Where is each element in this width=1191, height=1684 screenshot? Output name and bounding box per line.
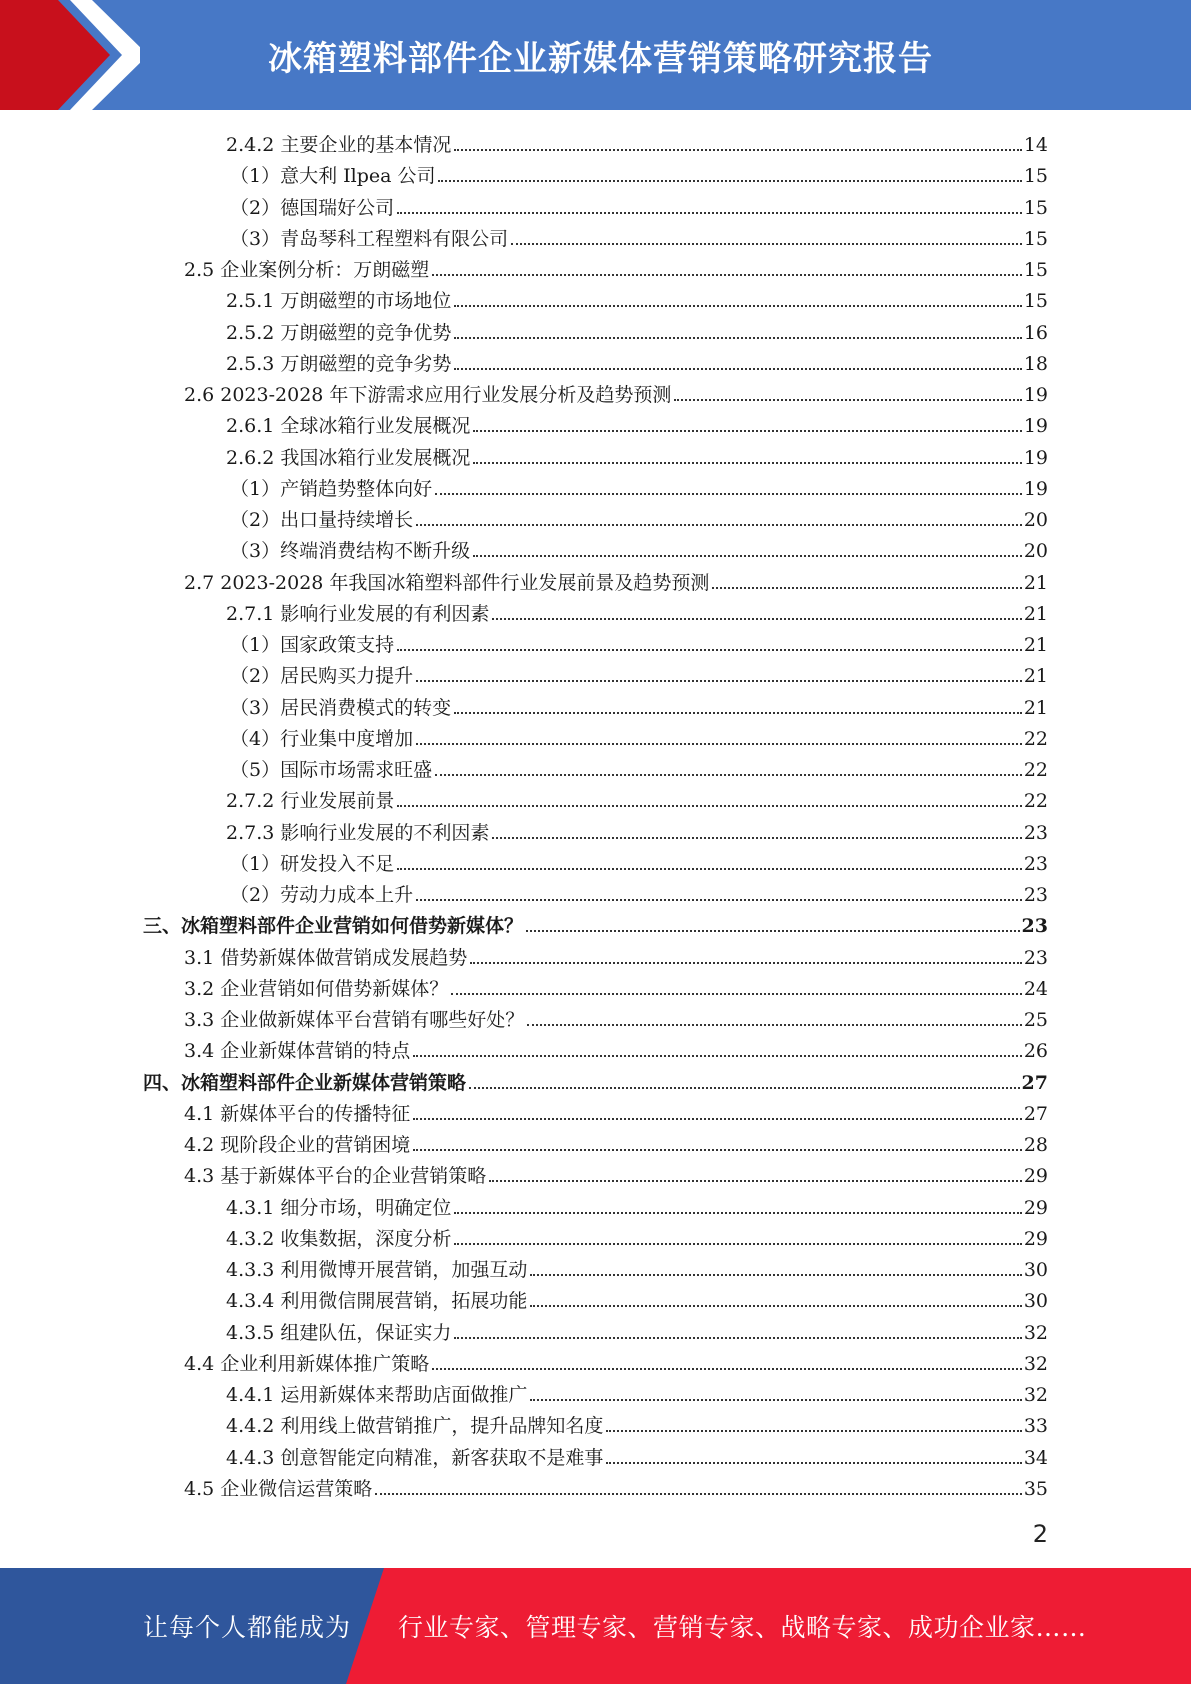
toc-entry-label: 2.6.1 全球冰箱行业发展概况 [226, 415, 471, 438]
toc-leader-dots [438, 180, 1021, 182]
toc-entry-page: 27 [1021, 1071, 1048, 1094]
toc-entry-label: 2.5.2 万朗磁塑的竞争优势 [226, 321, 452, 344]
toc-entry-label: 4.4 企业利用新媒体推广策略 [184, 1352, 430, 1375]
toc-entry[interactable] [230, 157, 1048, 188]
toc-entry-label: 2.5.3 万朗磁塑的竞争劣势 [226, 352, 452, 375]
footer-banner [0, 1568, 1191, 1684]
toc-entry-label: 3.4 企业新媒体营销的特点 [184, 1040, 411, 1063]
toc-entry-page: 19 [1023, 477, 1048, 500]
toc-leader-dots [454, 1243, 1021, 1245]
toc-entry-page: 29 [1023, 1227, 1048, 1250]
toc-entry[interactable] [226, 814, 1048, 845]
toc-entry[interactable] [230, 532, 1048, 563]
toc-entry-label: （1）意大利 Ilpea 公司 [230, 165, 436, 188]
toc-entry-page: 22 [1023, 790, 1048, 813]
toc-entry-page: 29 [1023, 1196, 1048, 1219]
toc-entry-label: 2.5 企业案例分析：万朗磁塑 [184, 259, 430, 281]
toc-entry[interactable] [226, 345, 1048, 376]
page-number: 2 [1032, 1520, 1048, 1548]
toc-leader-dots [413, 1055, 1022, 1057]
toc-leader-dots [454, 1212, 1021, 1214]
toc-leader-dots [530, 1305, 1021, 1307]
toc-entry-label: （1）国家政策支持 [230, 634, 395, 656]
toc-entry[interactable] [226, 407, 1048, 438]
toc-leader-dots [473, 462, 1021, 464]
toc-entry-label: 2.7.1 影响行业发展的有利因素 [226, 602, 490, 625]
toc-entry[interactable] [230, 189, 1048, 220]
toc-entry[interactable] [143, 907, 1048, 938]
toc-entry-page: 26 [1023, 1040, 1048, 1063]
toc-entry-page: 34 [1023, 1446, 1048, 1469]
toc-leader-dots [413, 1149, 1022, 1151]
toc-entry[interactable] [230, 220, 1048, 251]
red-arrow-decoration [0, 0, 140, 110]
toc-leader-dots [397, 649, 1022, 651]
toc-leader-dots [375, 1493, 1022, 1495]
toc-entry-page: 21 [1023, 634, 1048, 656]
toc-leader-dots [451, 993, 1022, 995]
toc-entry-page: 19 [1023, 415, 1048, 438]
toc-entry-page: 28 [1023, 1134, 1048, 1156]
toc-entry[interactable] [184, 1032, 1048, 1063]
toc-entry-label: 2.7.3 影响行业发展的不利因素 [226, 821, 490, 844]
toc-entry-page: 19 [1023, 446, 1048, 469]
report-title: 冰箱塑料部件企业新媒体营销策略研究报告 [268, 38, 933, 79]
toc-leader-dots [492, 837, 1021, 839]
toc-entry[interactable] [230, 751, 1048, 782]
toc-entry[interactable] [184, 251, 1048, 282]
toc-entry-page: 23 [1021, 915, 1048, 938]
toc-entry[interactable] [226, 1189, 1048, 1220]
toc-leader-dots [454, 1337, 1021, 1339]
toc-entry-label: 三、冰箱塑料部件企业营销如何借势新媒体？ [143, 915, 524, 938]
toc-entry-label: （3）青岛琴科工程塑料有限公司 [230, 227, 509, 250]
toc-entry-page: 32 [1023, 1352, 1048, 1375]
toc-entry-page: 15 [1023, 290, 1048, 313]
toc-entry-page: 15 [1023, 165, 1048, 188]
toc-leader-dots [606, 1430, 1021, 1432]
toc-leader-dots [489, 1180, 1022, 1182]
toc-entry-label: （2）居民购买力提升 [230, 665, 414, 688]
toc-entry-label: 3.1 借势新媒体做营销成发展趋势 [184, 946, 468, 969]
toc-entry[interactable] [230, 470, 1048, 501]
toc-entry[interactable] [226, 1439, 1048, 1470]
toc-entry-page: 24 [1023, 977, 1048, 1000]
toc-entry[interactable] [184, 1345, 1048, 1376]
toc-entry[interactable] [184, 376, 1048, 407]
toc-entry-label: 2.6.2 我国冰箱行业发展概况 [226, 446, 471, 469]
toc-leader-dots [492, 618, 1021, 620]
footer-slogan-right: 行业专家、管理专家、营销专家、战略专家、成功企业家…… [398, 1613, 1087, 1642]
toc-entry-label: 4.3.1 细分市场，明确定位 [226, 1196, 452, 1219]
toc-leader-dots [416, 680, 1022, 682]
toc-entry-label: 4.5 企业微信运营策略 [184, 1477, 373, 1500]
toc-entry-label: 2.4.2 主要企业的基本情况 [226, 134, 452, 156]
toc-entry-label: （2）出口量持续增长 [230, 509, 414, 531]
toc-leader-dots [432, 1368, 1022, 1370]
toc-entry-label: 2.6 2023-2028 年下游需求应用行业发展分析及趋势预测 [184, 384, 672, 406]
toc-leader-dots [397, 868, 1022, 870]
toc-entry-page: 21 [1023, 696, 1048, 719]
toc-entry-page: 27 [1023, 1102, 1048, 1125]
toc-entry-page: 35 [1023, 1477, 1048, 1500]
toc-entry-page: 16 [1023, 321, 1048, 344]
toc-leader-dots [454, 305, 1021, 307]
toc-entry-label: 四、冰箱塑料部件企业新媒体营销策略 [143, 1071, 467, 1094]
toc-entry-label: （5）国际市场需求旺盛 [230, 759, 433, 781]
toc-entry[interactable] [184, 1470, 1048, 1501]
toc-entry-page: 15 [1023, 227, 1048, 250]
toc-entry[interactable] [230, 657, 1048, 688]
toc-entry-page: 23 [1023, 852, 1048, 875]
toc-entry-page: 25 [1023, 1009, 1048, 1031]
toc-entry-label: （2）劳动力成本上升 [230, 884, 414, 906]
toc-entry-label: 4.3.5 组建队伍，保证实力 [226, 1321, 452, 1344]
toc-leader-dots [470, 962, 1022, 964]
toc-entry[interactable] [184, 564, 1048, 595]
toc-entry-page: 21 [1023, 602, 1048, 625]
toc-leader-dots [527, 1024, 1022, 1026]
toc-leader-dots [454, 337, 1021, 339]
toc-leader-dots [454, 149, 1021, 151]
toc-entry-label: 2.5.1 万朗磁塑的市场地位 [226, 290, 452, 313]
toc-entry[interactable] [230, 689, 1048, 720]
toc-leader-dots [530, 1399, 1021, 1401]
toc-entry-label: 4.3.2 收集数据，深度分析 [226, 1227, 452, 1250]
toc-entry-page: 21 [1023, 571, 1048, 594]
toc-entry-label: 4.4.2 利用线上做营销推广，提升品牌知名度 [226, 1415, 604, 1438]
toc-leader-dots [454, 712, 1022, 714]
toc-entry-page: 20 [1023, 540, 1048, 563]
toc-entry-page: 30 [1023, 1259, 1048, 1281]
toc-entry-label: 4.3.4 利用微信開展营销，拓展功能 [226, 1290, 528, 1313]
toc-leader-dots [454, 368, 1021, 370]
toc-leader-dots [674, 399, 1021, 401]
toc-entry-page: 32 [1023, 1384, 1048, 1406]
toc-entry-label: 3.2 企业营销如何借势新媒体？ [184, 977, 449, 1000]
toc-entry-page: 18 [1023, 352, 1048, 375]
footer-slogan-left: 让每个人都能成为 [143, 1613, 352, 1642]
toc-entry-label: 4.3 基于新媒体平台的企业营销策略 [184, 1165, 487, 1188]
toc-entry-label: 4.4.1 运用新媒体来帮助店面做推广 [226, 1384, 528, 1406]
toc-entry[interactable] [184, 970, 1048, 1001]
toc-leader-dots [473, 555, 1022, 557]
toc-entry-page: 33 [1023, 1415, 1048, 1438]
toc-entry-label: 4.2 现阶段企业的营销困境 [184, 1134, 411, 1156]
toc-entry[interactable] [226, 1407, 1048, 1438]
toc-leader-dots [473, 430, 1021, 432]
toc-entry[interactable] [226, 126, 1048, 157]
toc-leader-dots [432, 274, 1022, 276]
toc-entry[interactable] [184, 1157, 1048, 1188]
toc-leader-dots [469, 1087, 1020, 1089]
toc-entry-label: 4.1 新媒体平台的传播特征 [184, 1102, 411, 1125]
toc-entry[interactable] [226, 1251, 1048, 1282]
toc-entry-page: 30 [1023, 1290, 1048, 1313]
toc-entry[interactable] [230, 876, 1048, 907]
toc-leader-dots [416, 743, 1022, 745]
toc-entry-label: 2.7 2023-2028 年我国冰箱塑料部件行业发展前景及趋势预测 [184, 571, 710, 594]
toc-leader-dots [435, 493, 1022, 495]
toc-entry-label: （1）产销趋势整体向好 [230, 477, 433, 500]
toc-entry-label: 3.3 企业做新媒体平台营销有哪些好处？ [184, 1009, 525, 1031]
toc-entry-page: 22 [1023, 759, 1048, 781]
toc-entry-page: 23 [1023, 946, 1048, 969]
toc-entry[interactable] [184, 1095, 1048, 1126]
toc-entry[interactable] [230, 501, 1048, 532]
toc-entry[interactable] [226, 782, 1048, 813]
toc-entry-label: 4.3.3 利用微博开展营销，加强互动 [226, 1259, 528, 1281]
toc-entry-page: 20 [1023, 509, 1048, 531]
toc-leader-dots [397, 212, 1022, 214]
toc-entry-label: （1）研发投入不足 [230, 852, 395, 875]
toc-leader-dots [530, 1274, 1021, 1276]
toc-leader-dots [413, 1118, 1022, 1120]
toc-entry[interactable] [230, 845, 1048, 876]
toc-entry-label: 2.7.2 行业发展前景 [226, 790, 395, 813]
toc-entry[interactable] [230, 626, 1048, 657]
toc-entry[interactable] [184, 1001, 1048, 1032]
toc-entry-page: 14 [1023, 134, 1048, 156]
toc-entry-page: 23 [1023, 821, 1048, 844]
toc-leader-dots [712, 587, 1021, 589]
toc-entry[interactable] [226, 1376, 1048, 1407]
toc-entry-label: 4.4.3 创意智能定向精准，新客获取不是难事 [226, 1446, 604, 1469]
toc-leader-dots [416, 899, 1022, 901]
header-banner [0, 0, 1191, 110]
toc-entry[interactable] [226, 282, 1048, 313]
toc-entry-page: 21 [1023, 665, 1048, 688]
toc-leader-dots [606, 1462, 1021, 1464]
toc-entry-label: （3）居民消费模式的转变 [230, 696, 452, 719]
toc-entry-page: 29 [1023, 1165, 1048, 1188]
toc-leader-dots [397, 805, 1021, 807]
toc-entry-label: （3）终端消费结构不断升级 [230, 540, 471, 563]
toc-entry[interactable] [226, 1282, 1048, 1313]
toc-leader-dots [526, 930, 1020, 932]
toc-entry[interactable] [230, 720, 1048, 751]
toc-entry[interactable] [184, 1126, 1048, 1157]
toc-entry-page: 15 [1023, 196, 1048, 219]
toc-entry-page: 32 [1023, 1321, 1048, 1344]
toc-entry[interactable] [226, 595, 1048, 626]
toc-entry-page: 23 [1023, 884, 1048, 906]
toc-entry-label: （2）德国瑞好公司 [230, 196, 395, 219]
toc-entry[interactable] [226, 1314, 1048, 1345]
toc-entry[interactable] [226, 1220, 1048, 1251]
toc-entry-page: 15 [1023, 259, 1048, 281]
toc-entry[interactable] [143, 1064, 1048, 1095]
toc-entry-page: 19 [1023, 384, 1048, 406]
toc-leader-dots [435, 774, 1022, 776]
toc-entry[interactable] [226, 314, 1048, 345]
toc-entry[interactable] [226, 439, 1048, 470]
toc-entry-label: （4）行业集中度增加 [230, 727, 414, 750]
toc-entry[interactable] [184, 939, 1048, 970]
toc-leader-dots [511, 243, 1022, 245]
toc-entry-page: 22 [1023, 727, 1048, 750]
toc-leader-dots [416, 524, 1022, 526]
